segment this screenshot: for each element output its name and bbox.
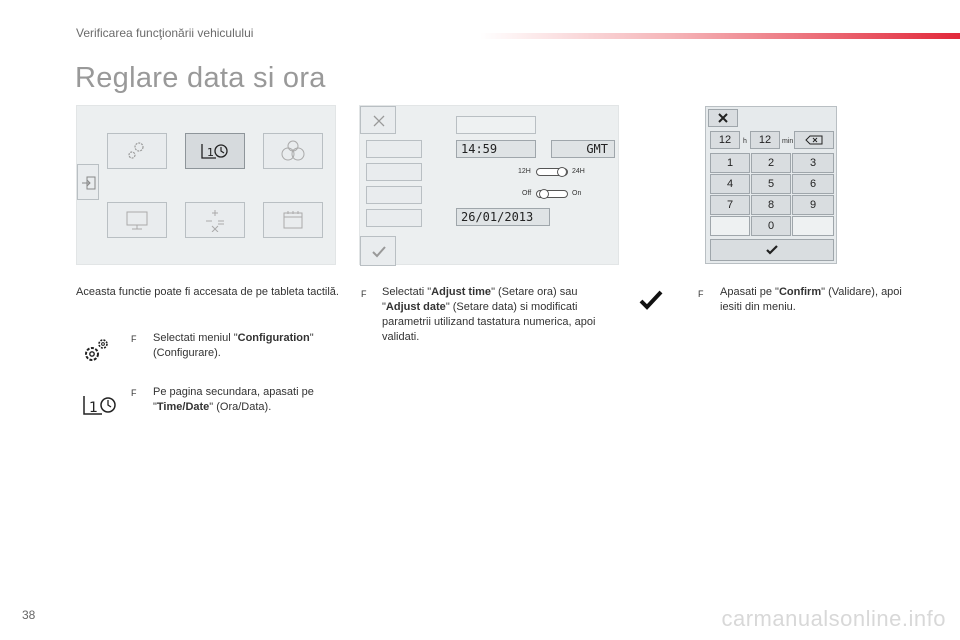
key-7[interactable]: 7: [710, 195, 750, 215]
key-4[interactable]: 4: [710, 174, 750, 194]
key-5[interactable]: 5: [751, 174, 791, 194]
col2-text: [382, 285, 612, 345]
col3-pre: Apasati pe ": [720, 286, 779, 298]
minutes-unit-label: min: [782, 138, 794, 145]
col3-bold: Confirm: [778, 286, 822, 298]
key-3[interactable]: 3: [792, 153, 834, 173]
gmt-field[interactable]: GMT: [551, 140, 615, 158]
language-tile[interactable]: [263, 133, 323, 169]
col3-bullet: F: [698, 289, 704, 299]
adjust-time-screen: [359, 105, 619, 265]
24h-label: 24H: [572, 168, 585, 175]
key-0[interactable]: 0: [751, 216, 791, 236]
step2-bullet: F: [131, 388, 137, 398]
hours-field[interactable]: 12: [710, 131, 740, 149]
checkmark-icon: [765, 244, 779, 256]
menu-slot-3[interactable]: [366, 186, 422, 204]
blank-field: [456, 116, 536, 134]
step1-post: " (Configurare).: [153, 332, 314, 359]
units-tile[interactable]: [185, 202, 245, 238]
12h-label: 12H: [518, 168, 531, 175]
col3-post: " (Validare), apoi iesiti din meniu.: [720, 286, 902, 313]
close-icon: [717, 112, 729, 124]
key-blank-left: [710, 216, 750, 236]
key-6[interactable]: 6: [792, 174, 834, 194]
col2-bold2: Adjust date: [385, 301, 446, 313]
page-number: 38: [22, 608, 36, 622]
menu-slot-4[interactable]: [366, 209, 422, 227]
close-icon: [372, 114, 386, 128]
display-settings-icon: [124, 209, 150, 231]
adjust-date-field[interactable]: 26/01/2013: [456, 208, 550, 226]
display-tile[interactable]: [107, 202, 167, 238]
12h-24h-toggle[interactable]: [536, 168, 568, 176]
svg-text:1: 1: [207, 146, 214, 159]
time-date-icon: [200, 141, 230, 161]
watermark: carmanualsonline.info: [721, 606, 946, 631]
toggle-knob: [539, 189, 549, 199]
step2-pre: Pe pagina secundara, apasati pe ": [153, 386, 314, 413]
svg-text:1: 1: [89, 400, 98, 416]
key-1[interactable]: 1: [710, 153, 750, 173]
checkmark-icon: [371, 245, 387, 259]
key-9[interactable]: 9: [792, 195, 834, 215]
key-2[interactable]: 2: [751, 153, 791, 173]
adjust-time-field[interactable]: 14:59: [456, 140, 536, 158]
confirm-button[interactable]: [710, 239, 834, 261]
header-title: Verificarea funcţionării vehiculului: [76, 26, 254, 40]
col2-bold1: Adjust time: [431, 286, 492, 298]
off-label: Off: [522, 190, 532, 197]
confirm-button[interactable]: [360, 236, 396, 266]
col2-mid: " (Setare ora) sau ": [382, 286, 578, 313]
calendar-tile[interactable]: [263, 202, 323, 238]
step2-text: [153, 385, 339, 415]
numeric-keypad-screen: [705, 106, 837, 264]
header-accent-bar: [480, 33, 960, 39]
step2-post: " (Ora/Data).: [209, 401, 272, 413]
hours-unit-label: h: [743, 138, 747, 145]
settings-tile[interactable]: [107, 133, 167, 169]
off-on-toggle[interactable]: [536, 190, 568, 198]
step1-pre: Selectati meniul ": [153, 332, 238, 344]
toggle-knob: [557, 167, 567, 177]
configuration-icon: [80, 335, 112, 367]
calculator-icon: [202, 208, 228, 232]
time-date-tile[interactable]: [185, 133, 245, 169]
minutes-field[interactable]: 12: [750, 131, 780, 149]
step1-bold: Configuration: [237, 332, 310, 344]
col2-post: " (Setare data) si modificati parametrii utilizand tastatura numerica, apoi validati.: [382, 301, 596, 343]
on-label: On: [572, 190, 582, 197]
time-date-icon: [82, 392, 118, 418]
back-tab[interactable]: [77, 164, 99, 200]
page-title: Reglare data si ora: [75, 62, 326, 94]
calendar-icon: [281, 209, 305, 231]
step1-text: [153, 331, 339, 361]
exit-icon: [81, 175, 97, 191]
col2-pre: Selectati ": [382, 286, 432, 298]
step2-bold: Time/Date: [156, 401, 210, 413]
key-blank-right: [792, 216, 834, 236]
config-menu-screen: [76, 105, 336, 265]
flags-icon: [278, 139, 308, 163]
close-button[interactable]: [708, 109, 738, 127]
col3-text: [720, 285, 920, 315]
checkmark-icon: [639, 289, 663, 311]
step1-bullet: F: [131, 334, 137, 344]
menu-slot-1[interactable]: [366, 140, 422, 158]
menu-slot-2[interactable]: [366, 163, 422, 181]
col2-bullet: F: [361, 289, 367, 299]
backspace-icon: [805, 135, 823, 145]
close-button[interactable]: [360, 106, 396, 134]
backspace-button[interactable]: [794, 131, 834, 149]
gears-icon: [125, 139, 149, 163]
intro-text: Aceasta functie poate fi accesata de pe tableta tactilă.: [76, 286, 339, 298]
key-8[interactable]: 8: [751, 195, 791, 215]
